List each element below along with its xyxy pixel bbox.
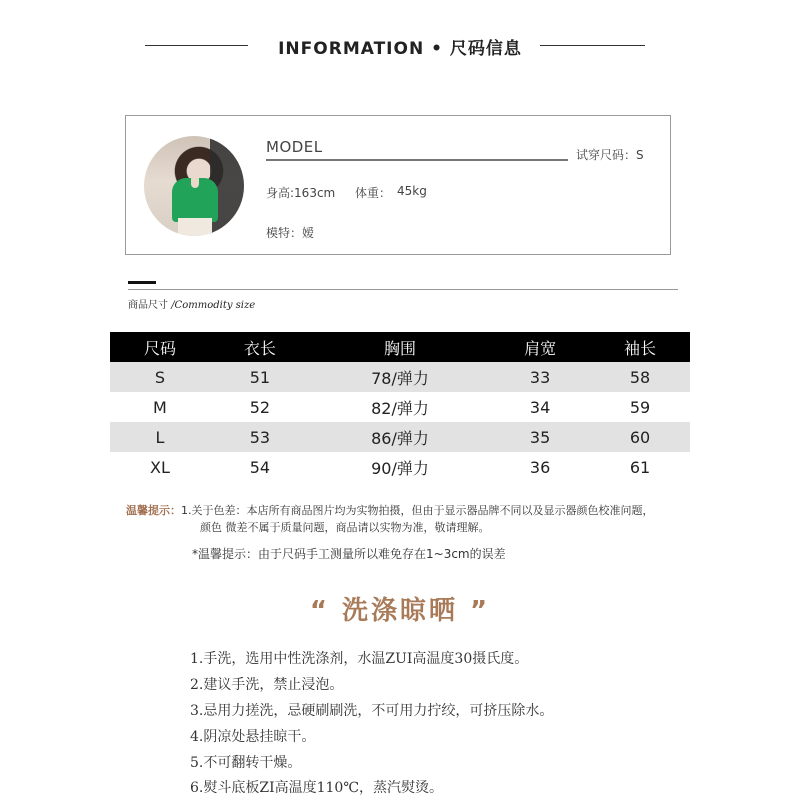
model-heading-underline [266,159,568,161]
model-photo [144,136,244,236]
col-header-length: 衣长 [210,332,310,362]
model-height: 身高:163cm [266,186,336,200]
cell-size: M [153,397,167,417]
col-header-size: 尺码 [110,332,210,362]
tip-text-1: 1.关于色差：本店所有商品图片均为实物拍摄，但由于显示器品牌不同以及显示器颜色校准问题， [181,504,654,517]
wash-title: “ 洗涤晾晒 ” [309,596,491,626]
cell-bust: 82/弹力 [371,398,429,418]
trial-size: 试穿尺码：S [576,148,644,162]
cell-sleeve: 60 [590,422,690,452]
cell-bust: 78/弹力 [310,362,490,392]
cell-shoulder: 35 [490,422,590,452]
section-heading-cn: 商品尺寸 [128,300,168,311]
wash-item: 6.熨斗底板ZI高温度110℃，蒸汽熨烫。 [190,780,443,796]
model-weight-value: 45kg [397,184,427,198]
cell-length: 51 [210,362,310,392]
table-row [110,422,690,452]
tip-line-1 [126,502,654,518]
tip-line-2: 颜色 微差不属于质量问题，商品请以实物为准，敬请理解。 [200,521,490,534]
cell-shoulder: 34 [529,397,551,417]
section-heading-en: /Commodity size [171,300,256,311]
cell-size: L [110,422,210,452]
wash-item: 5.不可翻转干燥。 [190,755,302,771]
cell-sleeve: 61 [629,457,651,477]
col-header-bust: 胸围 [310,332,490,362]
model-card [125,115,671,255]
section-heading [128,296,255,311]
model-heading: MODEL [266,138,323,156]
wash-item: 4.阴凉处悬挂晾干。 [190,729,316,745]
header-rule-right [540,45,645,46]
tip-label: 温馨提示： [126,504,181,517]
size-table-header [110,332,690,362]
cell-length: 53 [210,422,310,452]
wash-item: 1.手洗，选用中性洗涤剂，水温ZUI高温度30摄氏度。 [190,651,529,667]
cell-bust: 90/弹力 [371,458,429,478]
section-accent-bar [128,281,156,284]
table-row [110,452,690,482]
col-header-sleeve: 袖长 [590,332,690,362]
table-row [110,392,690,422]
wash-item: 3.忌用力搓洗，忌硬刷刷洗，不可用力拧绞，可挤压除水。 [190,703,554,719]
table-row [110,362,690,392]
cell-shoulder: 36 [529,457,551,477]
tip-line-3: *温馨提示：由于尺码手工测量所以难免存在1~3cm的误差 [192,547,506,561]
model-name: 模特：嫒 [266,226,315,240]
cell-length: 52 [249,397,271,417]
cell-shoulder: 33 [490,362,590,392]
cell-bust: 86/弹力 [310,422,490,452]
cell-size: XL [150,457,170,477]
wash-item: 2.建议手洗，禁止浸泡。 [190,677,344,693]
page-title: INFORMATION • 尺码信息 [278,39,522,59]
col-header-shoulder: 肩宽 [490,332,590,362]
cell-size: S [110,362,210,392]
section-divider [128,289,678,290]
model-weight-label: 体重： [355,186,392,200]
cell-length: 54 [249,457,271,477]
cell-sleeve: 59 [629,397,651,417]
cell-sleeve: 58 [590,362,690,392]
size-table [110,332,690,482]
